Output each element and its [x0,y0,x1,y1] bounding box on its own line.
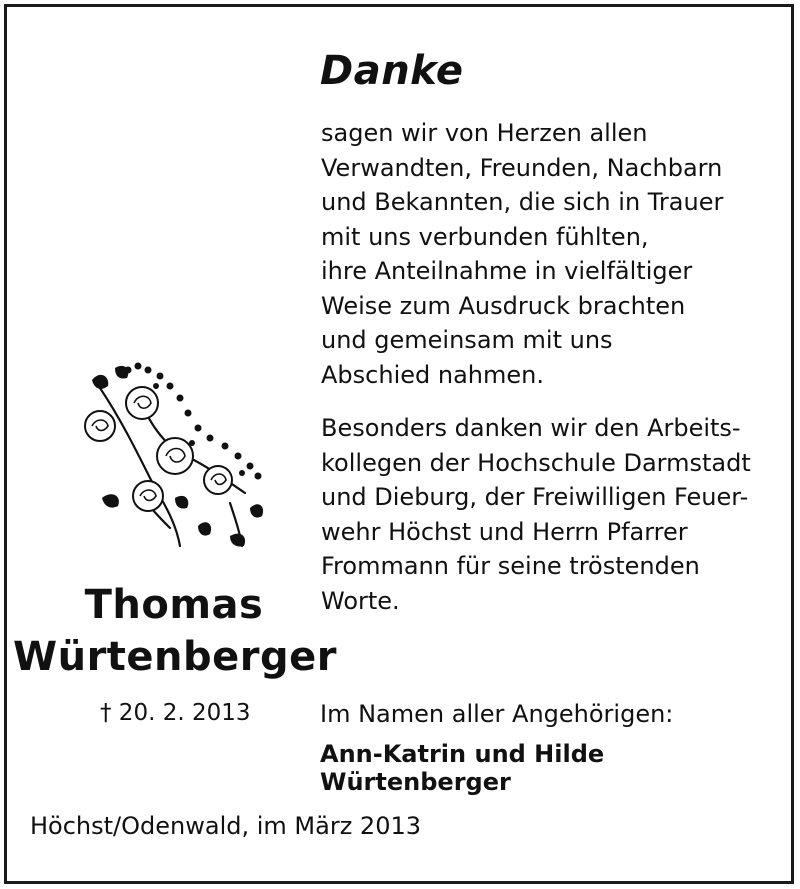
thanks-paragraph [321,116,723,392]
signers: Ann-Katrin und Hilde Würtenberger [320,740,605,796]
deceased-first-name: Thomas [84,582,264,628]
text-line: Frommann für seine tröstenden [321,552,700,580]
text-line: kollegen der Hochschule Darmstadt [321,448,751,477]
text-line: sagen wir von Herzen allen [321,119,648,147]
text-line: und Bekannten, die sich in Trauer [321,188,724,216]
text-line: Worte. [321,586,400,615]
text-line: Weise zum Ausdruck brachten [321,291,686,320]
special-thanks-paragraph [321,411,751,618]
text-line: mit uns verbunden fühlten, [321,222,649,251]
text-line: und Dieburg, der Freiwilligen Feuer- [321,483,749,511]
text-line: ihre Anteilnahme in vielfältiger [321,257,693,285]
rose-branch-icon [80,358,270,553]
text-line: und gemeinsam mit uns [321,326,613,354]
heading: Danke [320,48,464,94]
place-and-date: Höchst/Odenwald, im März 2013 [30,812,421,840]
on-behalf-text: Im Namen aller Angehörigen: [320,700,674,728]
text-line: wehr Höchst und Herrn Pfarrer [321,517,688,546]
death-date: † 20. 2. 2013 [100,700,251,726]
text-line: Abschied nahmen. [321,360,544,389]
deceased-last-name: Würtenberger [12,634,338,680]
text-line: Besonders danken wir den Arbeits- [321,414,741,442]
text-line: Verwandten, Freunden, Nachbarn [321,153,723,182]
